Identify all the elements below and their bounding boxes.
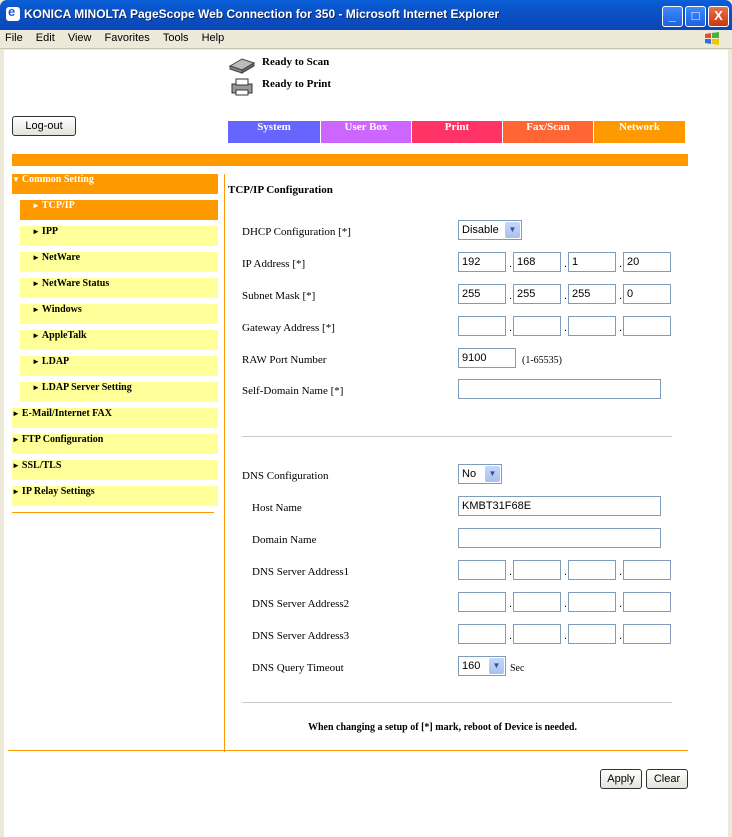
window-title: KONICA MINOLTA PageScope Web Connection for 350 - Microsoft Internet Explorer: [24, 7, 500, 21]
ip-octet-3[interactable]: 1: [568, 252, 616, 272]
tab-fax-scan[interactable]: Fax/Scan: [503, 121, 593, 143]
triangle-right-icon: ►: [32, 279, 40, 288]
self-domain-label: Self-Domain Name [*]: [242, 385, 344, 397]
subnet-dot: .: [509, 290, 513, 302]
dns2-octet-4[interactable]: [623, 592, 671, 612]
dns3-dot: .: [619, 630, 623, 642]
section-divider: [242, 702, 672, 703]
scan-status-text: Ready to Scan: [262, 56, 330, 68]
menu-favorites[interactable]: Favorites: [104, 32, 150, 44]
close-button[interactable]: X: [708, 6, 729, 27]
dns3-dot: .: [564, 630, 568, 642]
sidebar-item-windows[interactable]: [20, 304, 218, 324]
sidebar-item-ldap-server-setting[interactable]: [20, 382, 218, 402]
sidebar-item-ip-relay-settings[interactable]: [12, 486, 218, 506]
ip-dot: .: [619, 258, 623, 270]
dns3-octet-3[interactable]: [568, 624, 616, 644]
sidebar-item-label: E-Mail/Internet FAX: [21, 408, 112, 419]
raw-port-input[interactable]: 9100: [458, 348, 516, 368]
triangle-right-icon: ►: [32, 227, 40, 236]
gateway-label: Gateway Address [*]: [242, 322, 335, 334]
sidebar-item-email-internet-fax[interactable]: [12, 408, 218, 428]
sidebar-item-label: IPP: [41, 226, 59, 237]
gateway-octet-1[interactable]: [458, 316, 506, 336]
sidebar-item-label: Common Setting: [21, 174, 94, 185]
sidebar-item-ftp-configuration[interactable]: [12, 434, 218, 454]
gateway-octet-3[interactable]: [568, 316, 616, 336]
menu-file[interactable]: File: [5, 32, 23, 44]
dns-timeout-value: 160: [462, 660, 481, 672]
dns1-dot: .: [564, 566, 568, 578]
sidebar-item-netware[interactable]: [20, 252, 218, 272]
tab-system[interactable]: System: [228, 121, 320, 143]
scanner-icon: [228, 56, 256, 74]
chevron-down-icon: ▼: [485, 466, 500, 482]
chevron-down-icon: ▼: [505, 222, 520, 238]
sidebar-item-label: LDAP: [41, 356, 70, 367]
dns3-dot: .: [509, 630, 513, 642]
subnet-dot: .: [619, 290, 623, 302]
minimize-button[interactable]: _: [662, 6, 683, 27]
sidebar-item-label: NetWare Status: [41, 278, 110, 289]
dns3-octet-4[interactable]: [623, 624, 671, 644]
windows-logo-icon: [704, 32, 720, 46]
domain-name-label: Domain Name: [252, 534, 317, 546]
tab-user-box[interactable]: User Box: [321, 121, 411, 143]
menu-tools[interactable]: Tools: [162, 32, 189, 44]
triangle-right-icon: ►: [12, 435, 20, 444]
clear-button[interactable]: Clear: [646, 769, 688, 789]
sidebar-item-label: LDAP Server Setting: [41, 382, 132, 393]
sidebar-item-label: AppleTalk: [41, 330, 87, 341]
subnet-octet-2[interactable]: 255: [513, 284, 561, 304]
dns-timeout-label: DNS Query Timeout: [252, 662, 344, 674]
sidebar-item-tcp-ip[interactable]: [20, 200, 218, 220]
ip-dot: .: [509, 258, 513, 270]
dns-server3-label: DNS Server Address3: [252, 630, 350, 642]
raw-port-label: RAW Port Number: [242, 354, 327, 366]
dns1-dot: .: [509, 566, 513, 578]
logout-button[interactable]: Log-out: [12, 116, 76, 136]
ip-address-label: IP Address [*]: [242, 258, 306, 270]
sidebar-item-label: FTP Configuration: [21, 434, 104, 445]
apply-button[interactable]: Apply: [600, 769, 642, 789]
raw-port-range: (1-65535): [522, 355, 562, 366]
subnet-dot: .: [564, 290, 568, 302]
print-status: [228, 78, 331, 100]
sidebar-item-label: Windows: [41, 304, 82, 315]
ip-octet-4[interactable]: 20: [623, 252, 671, 272]
triangle-right-icon: ►: [12, 487, 20, 496]
footer-divider: [8, 750, 688, 751]
menu-help[interactable]: Help: [201, 32, 225, 44]
title-bar: [0, 0, 732, 30]
printer-icon: [228, 78, 256, 96]
dhcp-selected-value: Disable: [462, 224, 499, 236]
dns-config-select[interactable]: [458, 464, 502, 484]
print-status-text: Ready to Print: [262, 78, 332, 90]
triangle-down-icon: ▼: [12, 175, 20, 184]
dns-selected-value: No: [462, 468, 477, 480]
web-page: [4, 50, 728, 837]
dns2-octet-2[interactable]: [513, 592, 561, 612]
menu-edit[interactable]: Edit: [35, 32, 55, 44]
triangle-right-icon: ►: [12, 409, 20, 418]
dns-timeout-select[interactable]: [458, 656, 506, 676]
triangle-right-icon: ►: [32, 305, 40, 314]
subnet-mask-label: Subnet Mask [*]: [242, 290, 316, 302]
dns3-octet-2[interactable]: [513, 624, 561, 644]
host-name-input[interactable]: KMBT31F68E: [458, 496, 661, 516]
triangle-right-icon: ►: [32, 331, 40, 340]
dns1-dot: .: [619, 566, 623, 578]
dns2-octet-1[interactable]: [458, 592, 506, 612]
self-domain-input[interactable]: [458, 379, 661, 399]
device-status: [228, 56, 331, 100]
dns1-octet-1[interactable]: [458, 560, 506, 580]
sidebar-item-netware-status[interactable]: [20, 278, 218, 298]
tab-network[interactable]: Network: [594, 121, 685, 143]
page-title: TCP/IP Configuration: [228, 184, 333, 196]
header-divider: [12, 154, 688, 166]
sidebar: [12, 174, 218, 512]
dns-config-label: DNS Configuration: [242, 470, 329, 482]
sidebar-item-label: IP Relay Settings: [21, 486, 95, 497]
sidebar-item-label: TCP/IP: [41, 200, 75, 211]
gateway-dot: .: [564, 322, 568, 334]
vertical-divider: [224, 174, 225, 752]
dns2-dot: .: [564, 598, 568, 610]
dns-server1-label: DNS Server Address1: [252, 566, 350, 578]
scan-status: [228, 56, 331, 78]
dns1-octet-2[interactable]: [513, 560, 561, 580]
dns1-octet-4[interactable]: [623, 560, 671, 580]
dhcp-select[interactable]: [458, 220, 522, 240]
gateway-octet-2[interactable]: [513, 316, 561, 336]
gateway-dot: .: [509, 322, 513, 334]
gateway-dot: .: [619, 322, 623, 334]
sidebar-item-ldap[interactable]: [20, 356, 218, 376]
dns-server2-label: DNS Server Address2: [252, 598, 350, 610]
reboot-note: When changing a setup of [*] mark, reboot of Device is needed.: [308, 722, 577, 733]
sidebar-item-ipp[interactable]: [20, 226, 218, 246]
maximize-button[interactable]: □: [685, 6, 706, 27]
menu-bar: [0, 30, 732, 49]
internet-explorer-icon: [6, 7, 20, 21]
triangle-right-icon: ►: [32, 201, 40, 210]
dns3-octet-1[interactable]: [458, 624, 506, 644]
main-tabs: [228, 121, 686, 143]
triangle-right-icon: ►: [32, 253, 40, 262]
ip-octet-1[interactable]: 192: [458, 252, 506, 272]
sidebar-divider: [12, 512, 214, 513]
sidebar-item-common-setting[interactable]: [12, 174, 218, 194]
subnet-octet-1[interactable]: 255: [458, 284, 506, 304]
dns2-dot: .: [619, 598, 623, 610]
domain-name-input[interactable]: [458, 528, 661, 548]
dns1-octet-3[interactable]: [568, 560, 616, 580]
section-divider: [242, 436, 672, 437]
chevron-down-icon: ▼: [489, 658, 504, 674]
dhcp-label: DHCP Configuration [*]: [242, 226, 351, 238]
triangle-right-icon: ►: [32, 357, 40, 366]
ip-dot: .: [564, 258, 568, 270]
sidebar-item-label: NetWare: [41, 252, 81, 263]
tab-print[interactable]: Print: [412, 121, 502, 143]
dns2-dot: .: [509, 598, 513, 610]
sidebar-item-label: SSL/TLS: [21, 460, 62, 471]
dns-timeout-unit: Sec: [510, 663, 525, 674]
ip-octet-2[interactable]: 168: [513, 252, 561, 272]
gateway-octet-4[interactable]: [623, 316, 671, 336]
subnet-octet-4[interactable]: 0: [623, 284, 671, 304]
sidebar-item-ssl-tls[interactable]: [12, 460, 218, 480]
triangle-right-icon: ►: [32, 383, 40, 392]
host-name-label: Host Name: [252, 502, 302, 514]
triangle-right-icon: ►: [12, 461, 20, 470]
dns2-octet-3[interactable]: [568, 592, 616, 612]
sidebar-item-appletalk[interactable]: [20, 330, 218, 350]
menu-view[interactable]: View: [67, 32, 92, 44]
subnet-octet-3[interactable]: 255: [568, 284, 616, 304]
